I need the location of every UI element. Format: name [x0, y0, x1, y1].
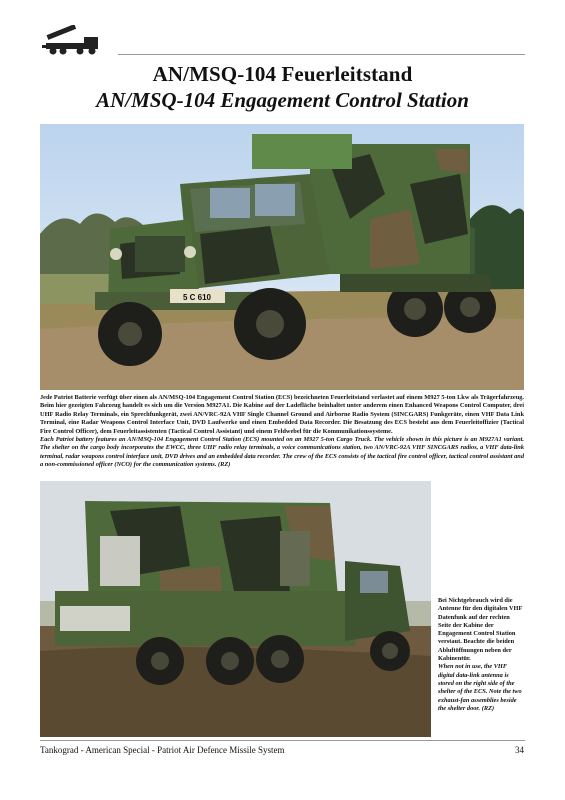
page-title-english: AN/MSQ-104 Engagement Control Station	[96, 88, 469, 112]
photo2-caption-english: When not in use, the VHF digital data-link antenna is stored on the right side of the shelter of the ECS. Note the two exhaust-fan assemblies beside the shelter door.	[438, 663, 522, 712]
patriot-launcher-silhouette-icon	[40, 25, 112, 57]
license-plate-text: 5 C 610	[182, 293, 212, 302]
photo1-caption-english: Each Patriot battery features an AN/MSQ-104 Engagement Control Station (ECS) mounted on an M927 5-ton Cargo Truck. The vehicle shown in this picture is an M927A1 variant. The shelter on the cargo body incorporates the EWCC, three UHF radio relay terminals, a voice communications station, two AN/VRC-92A VHF SINCGARS radios, a VHF data-link terminal, radar weapons control interface unit, DVD drives and an embedded data recorder. The crew of the ECS consists of the tactical fire control officer, tactical control assistant and a non-commissioned officer (NCO) for the communication systems.	[40, 436, 524, 469]
footer-rule	[40, 740, 525, 741]
header-rule	[118, 54, 525, 55]
photo2-caption-credit: (RZ)	[481, 704, 495, 712]
ecs-truck-rear-photo	[40, 481, 431, 737]
ecs-truck-front-photo	[40, 124, 524, 390]
photo2-caption-german: Bei Nichtgebrauch wird die Antenne für den digitalen VHF Datenfunk auf der rechten Seite der Kabine der Engagement Control Station verstaut. Beachte die beiden Abluftöffnungen neben der Kabinentür.	[438, 597, 523, 663]
photo2-caption	[438, 597, 524, 713]
photo1-caption-german: Jede Patriot Batterie verfügt über einen als AN/MSQ-104 Engagement Control Station (ECS) bezeichneten Feuerleitstand verlastet auf einem M927 5-ton Lkw als Trägerfahrzeug. Beim hier gezeigten Fahrzeug handelt es sich um die Version M927A1. Die Kabine auf der Ladefläche beinhaltet unter anderem einen Enhanced Weapons Control Computer, drei UHF Radio Relay Terminals, ein Sprechfunkgerät, zwei AN/VRC-92A VHF Single Channel Ground and Airborne Radio System (SINCGARS) Funkgeräte, einen VHF Data Link Terminal, eine Radar Weapons Control Interface Unit, DVD Laufwerke und einen Embedded Data Recorder. Die Besatzung des ECS besteht aus dem Feuerleitoffizier (Tactical Fire Control Officer), dem Feuerleitassistenten (Tactical Control Assistant) und einem Feldwebel für die Kommunikationssysteme.	[40, 394, 524, 435]
footer-publication-title: Tankograd - American Special - Patriot Air Defence Missile System	[40, 745, 285, 755]
photo1-caption-credit: (RZ)	[218, 461, 231, 469]
page-number: 34	[515, 745, 524, 755]
page-title-german: AN/MSQ-104 Feuerleitstand	[152, 62, 413, 86]
photo1-caption	[40, 394, 524, 470]
